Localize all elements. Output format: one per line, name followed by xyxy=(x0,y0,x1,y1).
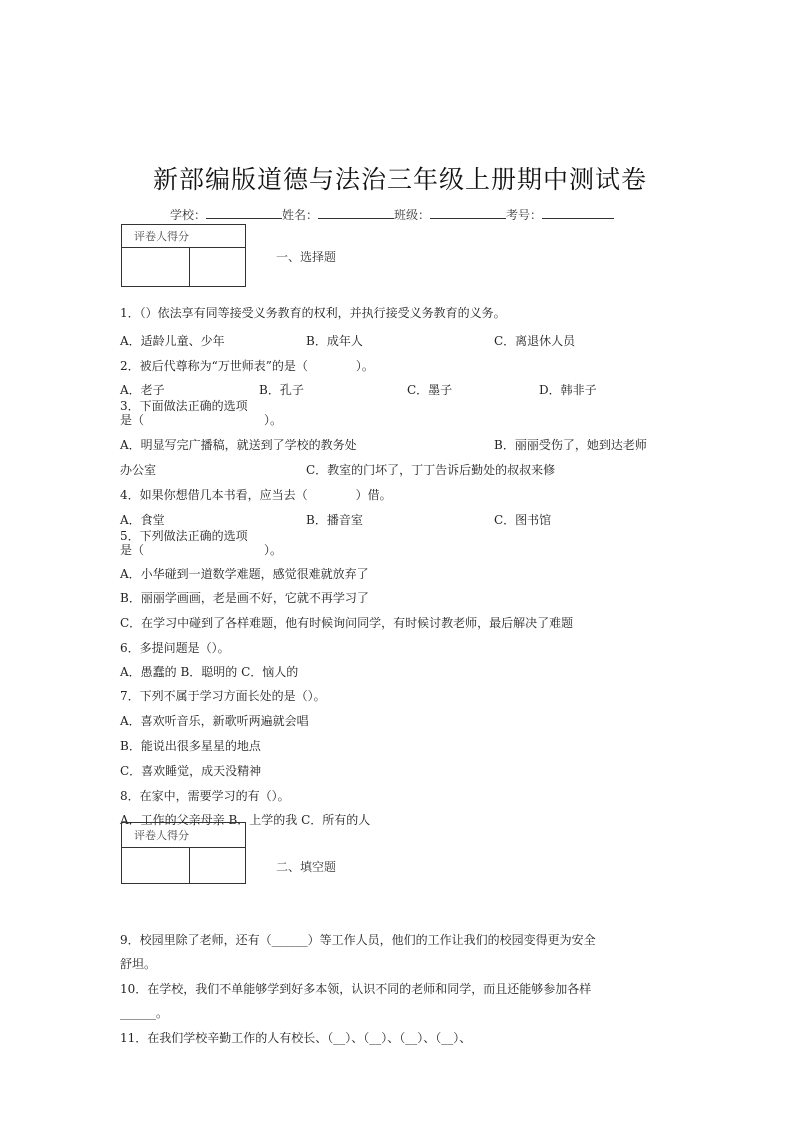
question-11: 11．在我们学校辛勤工作的人有校长、（__）、（__）、（__）、（__）、 xyxy=(120,1031,472,1045)
grader-cell[interactable] xyxy=(122,248,190,287)
question-9-line2: 舒坦。 xyxy=(120,957,157,971)
question-10-line1: 10．在学校，我们不单能够学到好多本领，认识不同的老师和同学，而且还能够参加各样 xyxy=(120,982,592,996)
q3-option-a: A．明显写完广播稿，就送到了学校的教务处 xyxy=(120,438,357,452)
q5-option-c: C．在学习中碰到了各样难题，他有时候询问同学，有时候讨教老师，最后解决了难题 xyxy=(120,616,574,630)
q7-option-a: A．喜欢听音乐，新歌听两遍就会唱 xyxy=(120,714,309,728)
q5-option-a: A．小华碰到一道数学难题，感觉很难就放弃了 xyxy=(120,567,369,581)
q2-option-d: D．韩非子 xyxy=(539,383,597,397)
number-label: 考号： xyxy=(506,208,543,222)
question-9-line1: 9．校园里除了老师，还有（______）等工作人员，他们的工作让我们的校园变得更为安全 xyxy=(120,933,596,947)
question-10-line2: ______。 xyxy=(120,1006,169,1020)
question-2: 2．被后代尊称为“万世师表”的是（ ）。 xyxy=(120,359,374,373)
score-box-label: 评卷人得分 xyxy=(122,225,246,248)
q4-option-c: C．图书馆 xyxy=(494,513,552,527)
question-5-line2: 是（ ）。 xyxy=(120,543,283,557)
q1-option-a: A．适龄儿童、少年 xyxy=(120,334,225,348)
school-label: 学校： xyxy=(170,208,207,222)
score-cell[interactable] xyxy=(190,248,246,287)
student-info-line xyxy=(170,206,614,223)
page-title: 新部编版道德与法治三年级上册期中测试卷 xyxy=(152,165,647,194)
score-box-2 xyxy=(121,822,246,884)
q8-options: A．工作的父亲母亲 B．上学的我 C．所有的人 xyxy=(120,813,371,827)
score-box-label-2: 评卷人得分 xyxy=(122,823,246,848)
class-blank[interactable] xyxy=(430,206,506,219)
question-6: 6．多提问题是（）。 xyxy=(120,641,230,655)
question-8: 8．在家中，需要学习的有（）。 xyxy=(120,789,290,803)
question-4: 4．如果你想借几本书看，应当去（ ）借。 xyxy=(120,488,392,502)
q2-option-b: B．孔子 xyxy=(259,383,304,397)
score-cell-2[interactable] xyxy=(190,848,246,884)
q2-option-a: A．老子 xyxy=(120,383,165,397)
q4-option-a: A．食堂 xyxy=(120,513,165,527)
q1-option-b: B．成年人 xyxy=(306,334,363,348)
q4-option-b: B．播音室 xyxy=(306,513,363,527)
school-blank[interactable] xyxy=(206,206,282,219)
class-label: 班级： xyxy=(394,208,431,222)
q7-option-b: B．能说出很多星星的地点 xyxy=(120,739,261,753)
q3-option-b-cont: 办公室 xyxy=(120,463,157,477)
name-label: 姓名： xyxy=(282,208,319,222)
score-box-1 xyxy=(121,224,246,287)
section-heading-choice: 一、选择题 xyxy=(276,250,337,264)
number-blank[interactable] xyxy=(542,206,614,219)
question-7: 7．下列不属于学习方面长处的是（）。 xyxy=(120,689,326,703)
grader-cell-2[interactable] xyxy=(122,848,190,884)
name-blank[interactable] xyxy=(318,206,394,219)
q1-option-c: C．离退休人员 xyxy=(494,334,576,348)
q3-option-b: B．丽丽受伤了，她到达老师 xyxy=(494,438,647,452)
q2-option-c: C．墨子 xyxy=(407,383,453,397)
q5-option-b: B．丽丽学画画，老是画不好，它就不再学习了 xyxy=(120,591,369,605)
section-heading-fill: 二、填空题 xyxy=(276,860,337,874)
q3-option-c: C．教室的门坏了，丁丁告诉后勤处的叔叔来修 xyxy=(306,463,556,477)
question-1: 1．（）依法享有同等接受义务教育的权利，并执行接受义务教育的义务。 xyxy=(120,306,506,320)
question-5-line1: 5．下列做法正确的选项 xyxy=(120,529,248,543)
q7-option-c: C．喜欢睡觉，成天没精神 xyxy=(120,764,262,778)
question-3-line2: 是（ ）。 xyxy=(120,413,283,427)
q6-options: A．愚蠢的 B．聪明的 C．恼人的 xyxy=(120,665,299,679)
question-3-line1: 3．下面做法正确的选项 xyxy=(120,399,248,413)
